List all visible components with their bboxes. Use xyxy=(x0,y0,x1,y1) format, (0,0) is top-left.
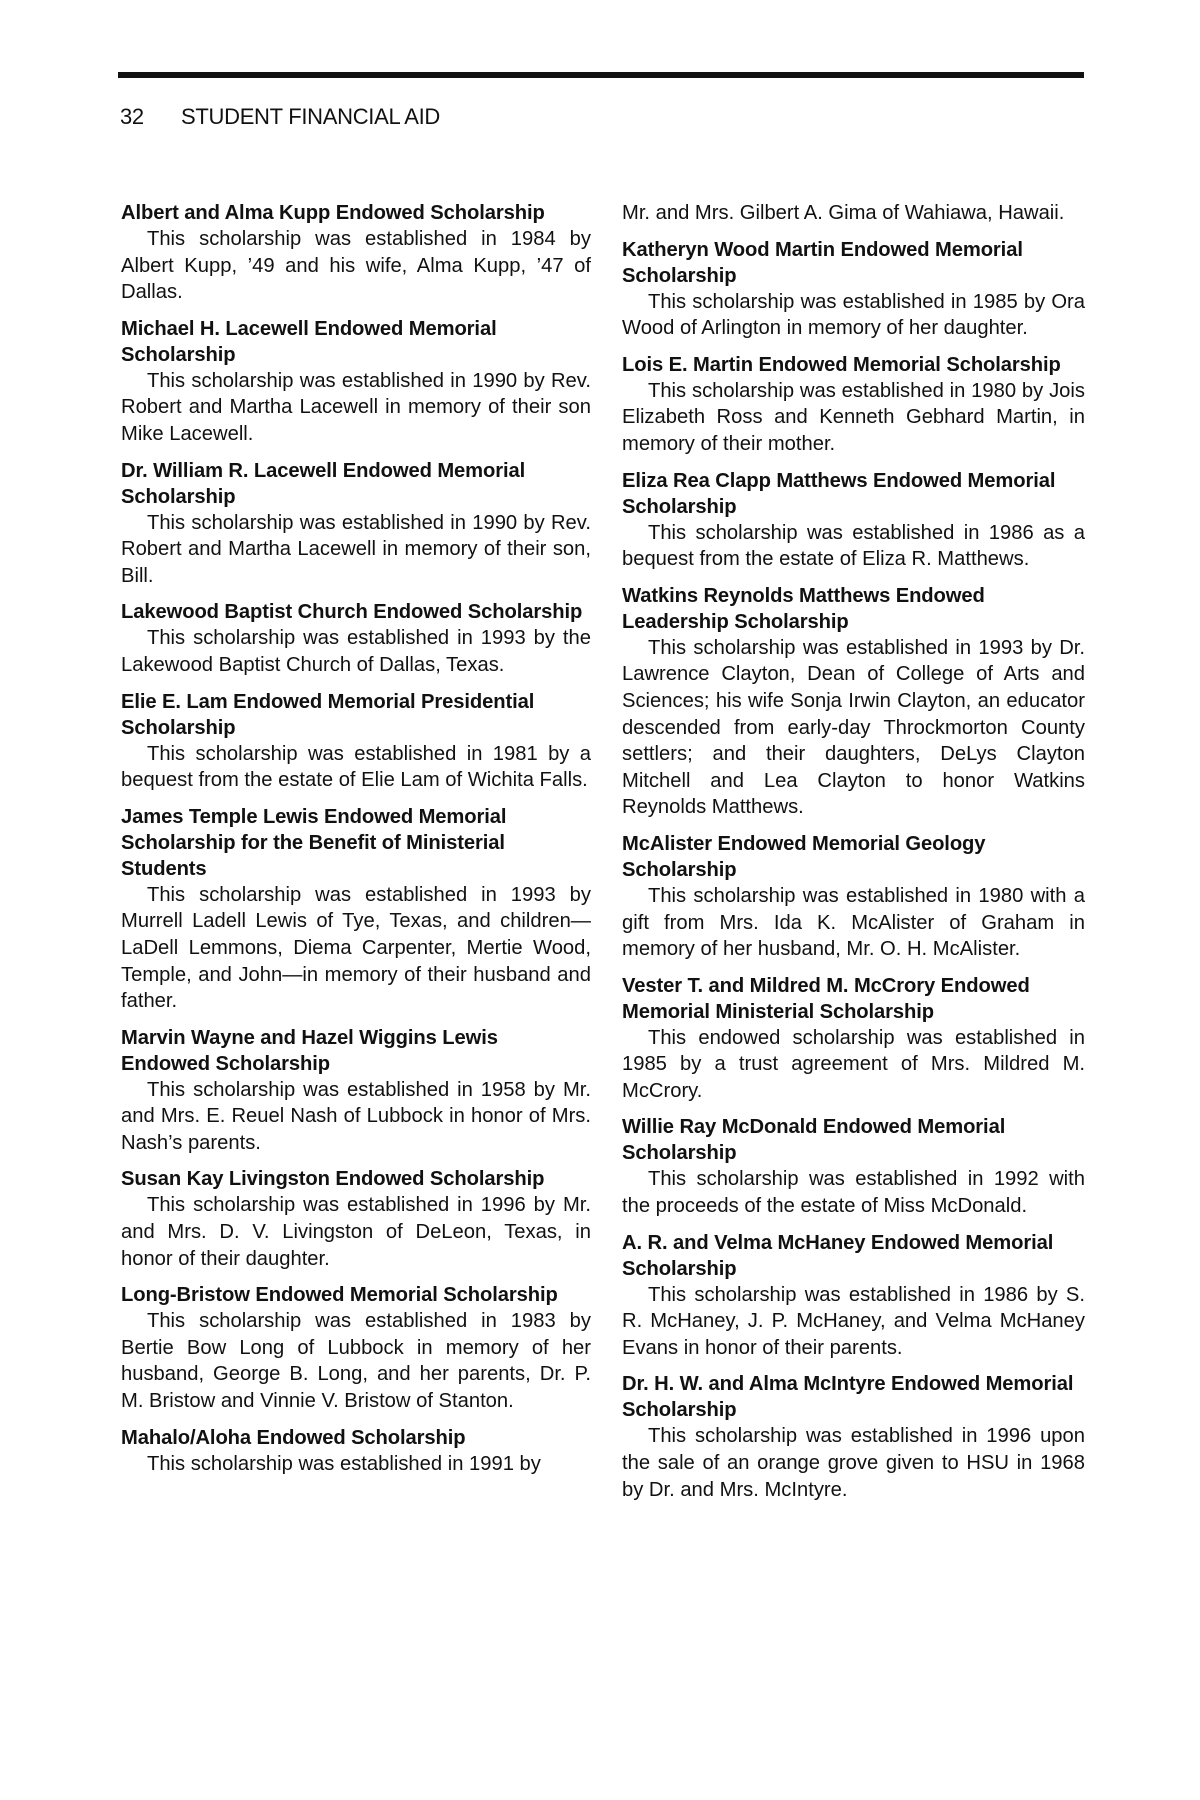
scholarship-description: This scholarship was established in 1980 by Jois Elizabeth Ross and Kenneth Gebhard Martin, in memory of their mother. xyxy=(622,379,1085,455)
scholarship-entry xyxy=(622,352,1085,458)
scholarship-title: Marvin Wayne and Hazel Wiggins Lewis Endowed Scholarship xyxy=(121,1026,498,1075)
scholarship-description: This endowed scholarship was established in 1985 by a trust agreement of Mrs. Mildred M. McCrory. xyxy=(622,1026,1085,1102)
scholarship-entry xyxy=(121,1025,591,1157)
scholarship-entry xyxy=(121,1425,591,1478)
scholarship-title: Michael H. Lacewell Endowed Memorial Scholarship xyxy=(121,317,497,366)
scholarship-entry xyxy=(622,1230,1085,1362)
scholarship-entry xyxy=(622,583,1085,821)
running-head xyxy=(120,104,440,130)
scholarship-entry xyxy=(622,1371,1085,1503)
scholarship-title: Elie E. Lam Endowed Memorial Presidential Scholarship xyxy=(121,690,535,739)
scholarship-entry xyxy=(121,689,591,794)
scholarship-description: This scholarship was established in 1990 by Rev. Robert and Martha Lacewell in memory of their son, Bill. xyxy=(121,511,591,587)
scholarship-title: Lakewood Baptist Church Endowed Scholarship xyxy=(121,601,583,624)
scholarship-entry xyxy=(121,1282,591,1414)
scholarship-entry xyxy=(121,200,591,306)
scholarship-title: Long-Bristow Endowed Memorial Scholarship xyxy=(121,1284,558,1307)
scholarship-description: This scholarship was established in 1983 by Bertie Bow Long of Lubbock in memory of her husband, George B. Long, and her parents, Dr. P. M. Bristow and Vinnie V. Bristow of Stanton. xyxy=(121,1310,591,1413)
scholarship-title: Dr. H. W. and Alma McIntyre Endowed Memorial Scholarship xyxy=(622,1373,1074,1422)
scholarship-description: This scholarship was established in 1993 by the Lakewood Baptist Church of Dallas, Texas. xyxy=(121,627,591,676)
left-column xyxy=(121,200,591,1487)
scholarship-entry xyxy=(121,1166,591,1272)
scholarship-title: Watkins Reynolds Matthews Endowed Leadership Scholarship xyxy=(622,584,985,633)
scholarship-description: This scholarship was established in 1992 with the proceeds of the estate of Miss McDonald. xyxy=(622,1168,1085,1218)
scholarship-title: Dr. William R. Lacewell Endowed Memorial Scholarship xyxy=(121,459,526,508)
scholarship-entry xyxy=(622,831,1085,963)
scholarship-entry xyxy=(121,804,591,1015)
scholarship-title: Eliza Rea Clapp Matthews Endowed Memorial Scholarship xyxy=(622,469,1056,518)
scholarship-description: This scholarship was established in 1993 by Murrell Ladell Lewis of Tye, Texas, and children—LaDell Lemmons, Diema Carpenter, Mertie Wood, Temple, and John—in memory of their husband and father. xyxy=(121,883,591,1013)
scholarship-description: This scholarship was established in 1981 by a bequest from the estate of Elie Lam of Wichita Falls. xyxy=(121,742,591,792)
scholarship-title: Susan Kay Livingston Endowed Scholarship xyxy=(121,1168,545,1191)
scholarship-entry xyxy=(121,316,591,448)
scholarship-title: Willie Ray McDonald Endowed Memorial Scholarship xyxy=(622,1116,1006,1165)
continuation-text: Mr. and Mrs. Gilbert A. Gima of Wahiawa, Hawaii. xyxy=(622,202,1065,224)
scholarship-description: This scholarship was established in 1993 by Dr. Lawrence Clayton, Dean of College of Arts and Sciences; his wife Sonja Irwin Clayton, an educator descended from early-day Throckmorton County settlers; and their daughters, DeLys Clayton Mitchell and Lea Clayton to honor Watkins Reynolds Matthews. xyxy=(622,636,1085,819)
scholarship-title: McAlister Endowed Memorial Geology Scholarship xyxy=(622,832,986,881)
scholarship-title: Vester T. and Mildred M. McCrory Endowed Memorial Ministerial Scholarship xyxy=(622,974,1030,1023)
page-number: 32 xyxy=(120,104,144,129)
scholarship-entry xyxy=(121,458,591,590)
scholarship-entry xyxy=(622,468,1085,573)
scholarship-entry xyxy=(622,973,1085,1105)
scholarship-description: This scholarship was established in 1984 by Albert Kupp, ’49 and his wife, Alma Kupp, ’47 of Dallas. xyxy=(121,228,591,304)
right-column xyxy=(622,200,1085,1513)
scholarship-title: Mahalo/Aloha Endowed Scholarship xyxy=(121,1426,466,1449)
scholarship-title: Lois E. Martin Endowed Memorial Scholarship xyxy=(622,353,1061,376)
scholarship-description: This scholarship was established in 1986 by S. R. McHaney, J. P. McHaney, and Velma McHaney Evans in honor of their parents. xyxy=(622,1283,1085,1359)
scholarship-entry xyxy=(622,237,1085,342)
scholarship-entry xyxy=(622,1114,1085,1219)
scholarship-description: This scholarship was established in 1985 by Ora Wood of Arlington in memory of her daughter. xyxy=(622,290,1085,340)
section-title: STUDENT FINANCIAL AID xyxy=(181,104,440,129)
scholarship-description: This scholarship was established in 1996 upon the sale of an orange grove given to HSU in 1968 by Dr. and Mrs. McIntyre. xyxy=(622,1425,1085,1501)
scholarship-description: This scholarship was established in 1990 by Rev. Robert and Martha Lacewell in memory of their son Mike Lacewell. xyxy=(121,369,591,445)
scholarship-entry xyxy=(121,599,591,678)
scholarship-title: Katheryn Wood Martin Endowed Memorial Scholarship xyxy=(622,238,1023,287)
scholarship-description: This scholarship was established in 1991 by xyxy=(147,1452,541,1475)
scholarship-description: This scholarship was established in 1980 with a gift from Mrs. Ida K. McAlister of Graham in memory of her husband, Mr. O. H. McAlister. xyxy=(622,884,1085,961)
scholarship-title: James Temple Lewis Endowed Memorial Scholarship for the Benefit of Ministerial Students xyxy=(121,805,507,880)
scholarship-title: Albert and Alma Kupp Endowed Scholarship xyxy=(121,202,545,224)
scholarship-title: A. R. and Velma McHaney Endowed Memorial Scholarship xyxy=(622,1231,1054,1280)
scholarship-description: This scholarship was established in 1996 by Mr. and Mrs. D. V. Livingston of DeLeon, Texas, in honor of their daughter. xyxy=(121,1194,591,1270)
scholarship-description: This scholarship was established in 1986 as a bequest from the estate of Eliza R. Matthews. xyxy=(622,521,1085,571)
header-rule xyxy=(118,72,1084,78)
scholarship-description: This scholarship was established in 1958 by Mr. and Mrs. E. Reuel Nash of Lubbock in honor of Mrs. Nash’s parents. xyxy=(121,1078,591,1154)
continuation-entry xyxy=(622,200,1085,227)
